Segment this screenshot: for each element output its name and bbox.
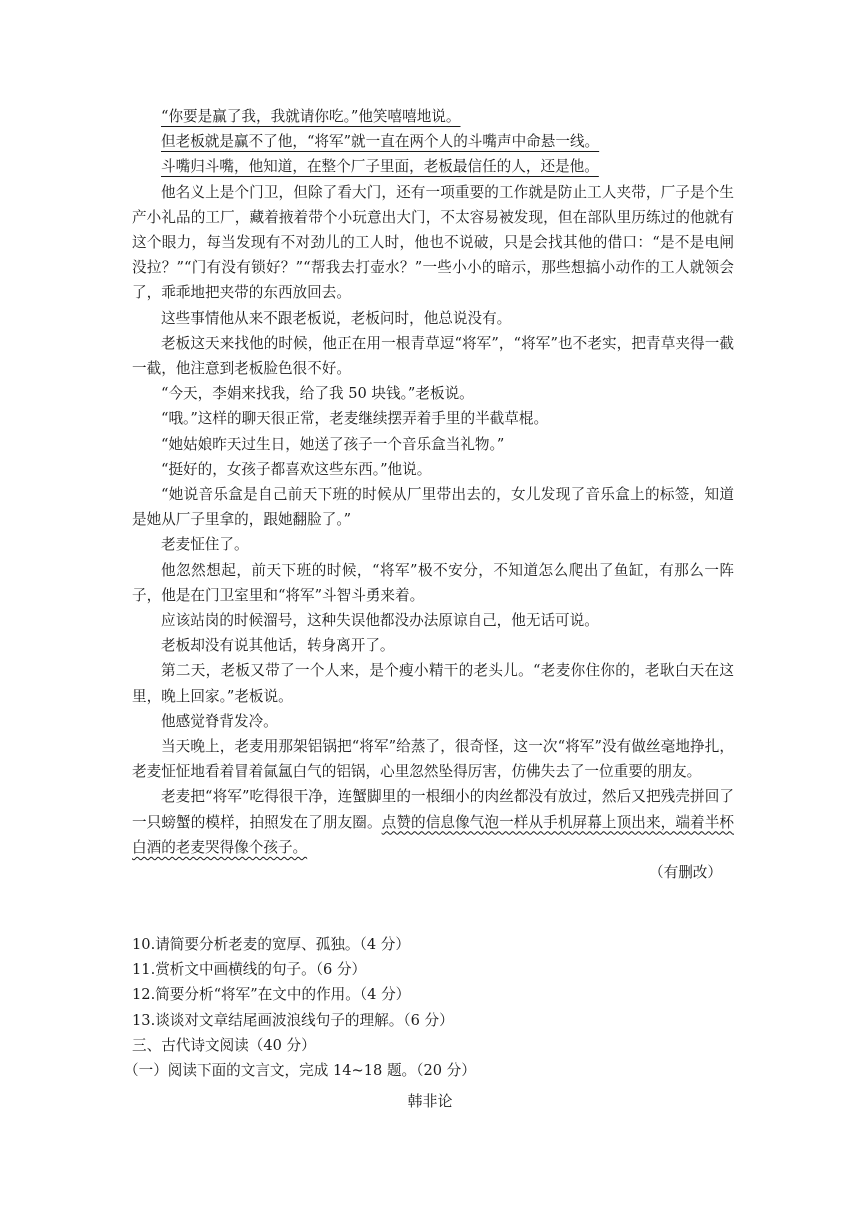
story-line-3 (132, 154, 734, 179)
story-paragraph: “今天，李娟来找我，给了我 50 块钱。”老板说。 (161, 385, 474, 403)
story-paragraph: “她说音乐盒是自己前天下班的时候从厂里带出去的，女儿发现了音乐盒上的标签，知道是她从厂子里拿的，跟她翻脸了。” (132, 486, 734, 529)
story-passage (132, 104, 734, 885)
story-paragraph: 应该站岗的时候溜号，这种失误他都没办法原谅自己，他无话可说。 (161, 612, 599, 630)
final-paragraph-text: 老麦把“将军”吃得很干净，连蟹脚里的一根细小的肉丝都没有放过，然后又把残壳拼回了一只螃蟹的模样，拍照发在了朋友圈。 (132, 788, 734, 831)
question-13: 13.谈谈对文章结尾画波浪线句子的理解。（6 分） (132, 1011, 454, 1029)
story-paragraph: “挺好的，女孩子都喜欢这些东西。”他说。 (161, 460, 432, 478)
story-line-2 (132, 129, 734, 154)
story-paragraph: 他感觉脊背发冷。 (161, 712, 278, 730)
question-10: 10.请简要分析老麦的宽厚、孤独。（4 分） (132, 936, 410, 953)
wavy-underlined-sentence: 点赞的信息像气泡一样从手机屏幕上顶出来，端着半杯白酒的老麦哭得像个孩子。 (132, 813, 734, 856)
underlined-sentence-2: 但老板就是赢不了他，“将军”就一直在两个人的斗嘴声中命悬一线。 (161, 133, 600, 151)
question-11: 11.赏析文中画横线的句子。（6 分） (132, 961, 367, 979)
story-paragraph: 他名义上是个门卫，但除了看大门，还有一项重要的工作就是防止工人夹带，厂子是个生产小礼品的工厂，藏着掖着带个小玩意出大门，不太容易被发现，但在部队里历练过的他就有这个眼力，每当发现有不对劲儿的工人时，他也不说破，只是会找其他的借口：“是不是电闸没拉？”“门有没有锁好？”“帮我去打壶水？”一些小小的暗示，那些想搞小动作的工人就领会了，乖乖地把夹带的东西放回去。 (132, 183, 734, 302)
underlined-sentence-1: “你要是赢了我，我就请你吃。”他笑嘻嘻地说。 (161, 108, 461, 125)
story-line-1 (132, 104, 734, 129)
story-paragraph: 他忽然想起，前天下班的时候，“将军”极不安分，不知道怎么爬出了鱼缸，有那么一阵子，他是在门卫室里和“将军”斗智斗勇来着。 (132, 561, 734, 604)
story-paragraph: 第二天，老板又带了一个人来，是个瘦小精干的老头儿。“老麦你住你的，老耿白天在这里，晚上回家。”老板说。 (132, 662, 734, 705)
question-12: 12.简要分析“将军”在文中的作用。（4 分） (132, 986, 411, 1004)
story-final-paragraph (132, 784, 734, 860)
story-paragraph: “哦。”这样的聊天很正常，老麦继续摆弄着手里的半截草棍。 (161, 410, 549, 428)
story-paragraph: “她姑娘昨天过生日，她送了孩子一个音乐盒当礼物。” (161, 435, 505, 453)
story-paragraph: 老板这天来找他的时候，他正在用一根青草逗“将军”，“将军”也不老实，把青草夹得一截一截，他注意到老板脸色很不好。 (132, 334, 734, 378)
question-list (124, 932, 734, 1083)
story-paragraph: 老麦怔住了。 (161, 536, 249, 554)
essay-title: 韩非论 (407, 1092, 453, 1110)
section-heading: 三、古代诗文阅读（40 分） (132, 1036, 316, 1054)
story-paragraph: 当天晚上，老麦用那架铝锅把“将军”给蒸了，很奇怪，这一次“将军”没有做丝毫地挣扎，老麦怔怔地看着冒着氤氲白气的铝锅，心里忽然坠得厉害，仿佛失去了一位重要的朋友。 (132, 738, 734, 781)
story-paragraph: 这些事情他从来不跟老板说，老板问时，他总说没有。 (161, 309, 512, 327)
story-paragraph: 老板却没有说其他话，转身离开了。 (161, 637, 395, 655)
source-note: （有删改） (649, 864, 722, 882)
underlined-sentence-3: 斗嘴归斗嘴，他知道，在整个厂子里面，老板最信任的人，还是他。 (161, 158, 599, 176)
section-subheading: （一）阅读下面的文言文，完成 14~18 题。（20 分） (124, 1062, 476, 1080)
